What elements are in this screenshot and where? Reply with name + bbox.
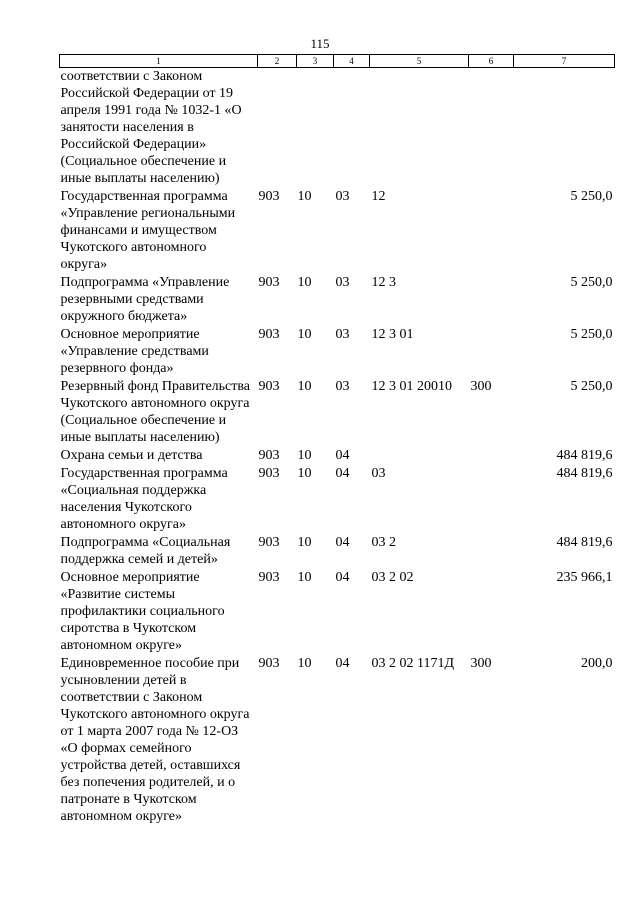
expense-type-cell — [469, 534, 514, 569]
subsection-code-cell: 03 — [335, 327, 350, 342]
expense-type-cell — [469, 569, 514, 655]
column-number-header: 7 — [514, 55, 615, 68]
expense-type-cell — [469, 188, 514, 274]
item-name-cell: Государственная программа «Управление региональными финансами и имуществом Чукотского автономного округа» — [60, 189, 236, 272]
subsection-code-cell: 04 — [335, 466, 350, 481]
section-code-cell: 10 — [297, 379, 312, 394]
table-row — [60, 326, 615, 378]
target-article-cell: 03 2 02 1171Д — [371, 656, 455, 671]
grbs-code-cell: 903 — [258, 570, 280, 585]
item-name-cell: соответствии с Законом Российской Федерации от 19 апреля 1991 года № 1032-1 «О занятости населения в Российской Федерации» (Социальное обеспечение и иные выплаты населению) — [60, 69, 242, 186]
target-article-cell: 12 3 01 20010 — [371, 379, 452, 394]
subsection-code-cell: 04 — [335, 656, 350, 671]
column-number-header: 1 — [60, 55, 258, 68]
page-number: 115 — [310, 36, 330, 51]
table-row — [60, 534, 615, 569]
amount-cell — [514, 68, 615, 189]
subsection-code-cell — [334, 68, 370, 189]
grbs-code-cell — [258, 68, 297, 189]
subsection-code-cell: 04 — [335, 535, 350, 550]
amount-cell: 484 819,6 — [556, 466, 613, 481]
item-name-cell: Государственная программа «Социальная поддержка населения Чукотского автономного округа» — [60, 466, 228, 532]
amount-cell: 484 819,6 — [556, 535, 613, 550]
column-number-header: 2 — [258, 55, 297, 68]
column-number-header: 4 — [334, 55, 370, 68]
subsection-code-cell: 03 — [335, 379, 350, 394]
target-article-cell: 03 2 02 — [371, 570, 414, 585]
expense-type-cell: 300 — [470, 656, 492, 671]
item-name-cell: Подпрограмма «Управление резервными средствами окружного бюджета» — [60, 275, 230, 324]
grbs-code-cell: 903 — [258, 656, 280, 671]
target-article-cell: 12 3 01 — [371, 327, 414, 342]
section-code-cell: 10 — [297, 535, 312, 550]
section-code-cell: 10 — [297, 275, 312, 290]
item-name-cell: Основное мероприятие «Управление средствами резервного фонда» — [60, 327, 209, 376]
budget-table — [59, 54, 615, 826]
amount-cell: 235 966,1 — [556, 570, 613, 585]
grbs-code-cell: 903 — [258, 535, 280, 550]
target-article-cell — [370, 68, 469, 189]
expense-type-cell: 300 — [470, 379, 492, 394]
section-code-cell: 10 — [297, 327, 312, 342]
subsection-code-cell: 04 — [335, 448, 350, 463]
expense-type-cell — [469, 274, 514, 326]
section-code-cell: 10 — [297, 466, 312, 481]
target-article-cell: 12 3 — [371, 275, 396, 290]
column-number-header: 5 — [370, 55, 469, 68]
amount-cell: 5 250,0 — [570, 275, 613, 290]
grbs-code-cell: 903 — [258, 448, 280, 463]
target-article-cell: 12 — [371, 189, 386, 204]
target-article-cell — [370, 447, 469, 465]
grbs-code-cell: 903 — [258, 275, 280, 290]
grbs-code-cell: 903 — [258, 189, 280, 204]
section-code-cell: 10 — [297, 656, 312, 671]
expense-type-cell — [469, 465, 514, 534]
item-name-cell: Резервный фонд Правительства Чукотского автономного округа (Социальное обеспечение и иные выплаты населению) — [60, 379, 251, 445]
target-article-cell: 03 2 — [371, 535, 396, 550]
grbs-code-cell: 903 — [258, 466, 280, 481]
subsection-code-cell: 03 — [335, 189, 350, 204]
table-row — [60, 447, 615, 465]
section-code-cell: 10 — [297, 189, 312, 204]
subsection-code-cell: 03 — [335, 275, 350, 290]
table-row — [60, 68, 615, 189]
subsection-code-cell: 04 — [335, 570, 350, 585]
amount-cell: 5 250,0 — [570, 379, 613, 394]
table-row — [60, 465, 615, 534]
table-row — [60, 569, 615, 655]
section-code-cell — [297, 68, 334, 189]
section-code-cell: 10 — [297, 448, 312, 463]
column-number-header-row — [60, 55, 615, 68]
column-number-header: 6 — [469, 55, 514, 68]
amount-cell: 5 250,0 — [570, 189, 613, 204]
item-name-cell: Подпрограмма «Социальная поддержка семей и детей» — [60, 535, 231, 567]
table-row — [60, 188, 615, 274]
table-row — [60, 274, 615, 326]
table-row — [60, 378, 615, 447]
target-article-cell: 03 — [371, 466, 386, 481]
amount-cell: 5 250,0 — [570, 327, 613, 342]
column-number-header: 3 — [297, 55, 334, 68]
grbs-code-cell: 903 — [258, 379, 280, 394]
expense-type-cell — [469, 447, 514, 465]
amount-cell: 484 819,6 — [556, 448, 613, 463]
expense-type-cell — [469, 68, 514, 189]
expense-type-cell — [469, 326, 514, 378]
grbs-code-cell: 903 — [258, 327, 280, 342]
item-name-cell: Единовременное пособие при усыновлении детей в соответствии с Законом Чукотского автономного округа от 1 марта 2007 года № 12-ОЗ «О формах семейного устройства детей, оставшихся без попечения родителей, и о патронате в Чукотском автономном округе» — [60, 656, 250, 824]
table-row — [60, 655, 615, 826]
item-name-cell: Охрана семьи и детства — [60, 448, 203, 463]
section-code-cell: 10 — [297, 570, 312, 585]
amount-cell: 200,0 — [581, 656, 613, 671]
item-name-cell: Основное мероприятие «Развитие системы профилактики социального сиротства в Чукотском автономном округе» — [60, 570, 225, 653]
